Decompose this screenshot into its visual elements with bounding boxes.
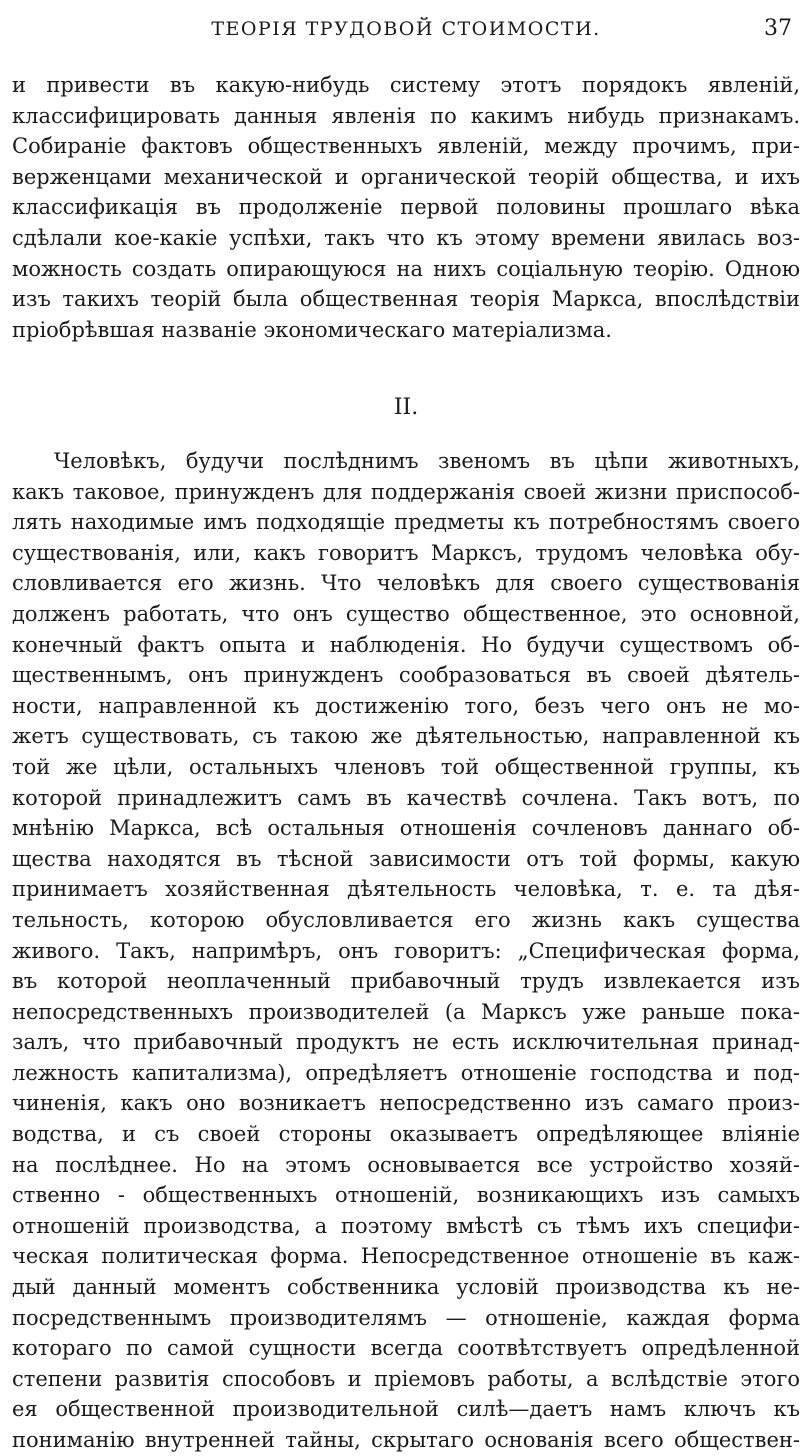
- text-line: долженъ работать, что онъ существо общественное, это основной,: [12, 601, 800, 626]
- text-line: въ которой неоплаченный прибавочный трудъ извлекается изъ: [12, 969, 800, 994]
- text-line: ственно - общественныхъ отношеній, возникающихъ изъ самыхъ: [12, 1183, 800, 1208]
- text-line: ея общественной производительной силѣ—даетъ намъ ключъ къ: [12, 1397, 800, 1422]
- text-line: Собираніе фактовъ общественныхъ явленій, между прочимъ, при-: [12, 134, 800, 159]
- text-line: тельность, которою обусловливается его жизнь какъ существа: [12, 907, 800, 932]
- paragraph-continuation: [12, 70, 800, 345]
- text-line: отношеній производства, а поэтому вмѣстѣ съ тѣмъ ихъ специфи-: [12, 1213, 800, 1238]
- text-line: которой принадлежитъ самъ въ качествѣ сочлена. Такъ вотъ, по: [12, 785, 800, 810]
- text-line: существованія, или, какъ говоритъ Марксъ, трудомъ человѣка обу-: [12, 540, 800, 565]
- text-line: классифицировать данныя явленія по какимъ нибудь признакамъ.: [12, 103, 800, 128]
- text-line: ности, направленной къ достиженію того, безъ чего онъ не мо-: [12, 693, 800, 718]
- running-title: ТЕОРІЯ ТРУДОВОЙ СТОИМОСТИ.: [211, 18, 601, 40]
- text-line: дый данный моментъ собственника условій производства къ не-: [12, 1275, 800, 1300]
- section-heading: II.: [393, 395, 419, 420]
- text-line: мнѣнію Маркса, всѣ остальныя отношенія сочленовъ даннаго об-: [12, 816, 800, 841]
- text-line: принимаетъ хозяйственная дѣятельность человѣка, т. е. та дѣя-: [12, 877, 800, 902]
- paragraph-section-2: [12, 446, 800, 1456]
- text-line: словливается его жизнь. Что человѣкъ для своего существованія: [12, 571, 800, 596]
- text-line: жетъ существовать, съ такою же дѣятельностью, направленной къ: [12, 724, 800, 749]
- text-line: ческая политическая форма. Непосредственное отношеніе въ каж-: [12, 1244, 800, 1269]
- text-line: степени развитія способовъ и пріемовъ работы, а вслѣдствіе этого: [12, 1366, 800, 1391]
- text-line: изъ такихъ теорій была общественная теорія Маркса, впослѣдствіи: [12, 287, 800, 312]
- page-header: [14, 14, 798, 46]
- text-line: непосредственныхъ производителей (а Марксъ уже раньше пока-: [12, 999, 800, 1024]
- page-number: 37: [764, 16, 792, 41]
- text-line: залъ, что прибавочный продуктъ не есть исключительная принад-: [12, 1030, 800, 1055]
- text-line: на послѣднее. Но на этомъ основывается все устройство хозяй-: [12, 1152, 800, 1177]
- text-line: чиненія, какъ оно возникаетъ непосредственно изъ самаго произ-: [12, 1091, 800, 1116]
- text-line: лежность капитализма), опредѣляетъ отношеніе господства и под-: [12, 1060, 800, 1085]
- text-line: пониманію внутренней тайны, скрытаго основанія всего обществен-: [12, 1428, 800, 1452]
- text-line: посредственнымъ производителямъ — отношеніе, каждая форма: [12, 1305, 800, 1330]
- text-line: сдѣлали кое-какіе успѣхи, такъ что къ этому времени явилась воз-: [12, 225, 800, 250]
- text-line: щественнымъ, онъ принужденъ сообразоваться въ своей дѣятель-: [12, 663, 800, 688]
- text-line: и привести въ какую-нибудь систему этотъ порядокъ явленій,: [12, 73, 800, 97]
- text-line: той же цѣли, остальныхъ членовъ той общественной группы, къ: [12, 754, 800, 779]
- text-line: котораго по самой сущности всегда соотвѣтствуетъ опредѣленной: [12, 1336, 800, 1361]
- text-line: щества находятся въ тѣсной зависимости отъ той формы, какую: [12, 846, 800, 871]
- text-line: лять находимые имъ подходящіе предметы къ потребностямъ своего: [12, 510, 800, 535]
- text-line: пріобрѣвшая названіе экономическаго матеріализма.: [12, 317, 612, 342]
- text-line: можность создать опирающуюся на нихъ соціальную теорію. Одною: [12, 256, 800, 281]
- text-line: классификація въ продолженіе первой половины прошлаго вѣка: [12, 195, 800, 220]
- text-line: какъ таковое, принужденъ для поддержанія своей жизни приспособ-: [12, 479, 800, 504]
- text-line: Человѣкъ, будучи послѣднимъ звеномъ въ цѣпи животныхъ,: [54, 449, 800, 473]
- text-line: верженцами механической и органической теорій общества, и ихъ: [12, 164, 800, 189]
- text-line: конечный фактъ опыта и наблюденія. Но будучи существомъ об-: [12, 632, 800, 657]
- text-line: живого. Такъ, напримѣръ, онъ говоритъ: „Специфическая форма,: [12, 938, 800, 963]
- text-line: водства, и съ своей стороны оказываетъ опредѣляющее вліяніе: [12, 1122, 800, 1147]
